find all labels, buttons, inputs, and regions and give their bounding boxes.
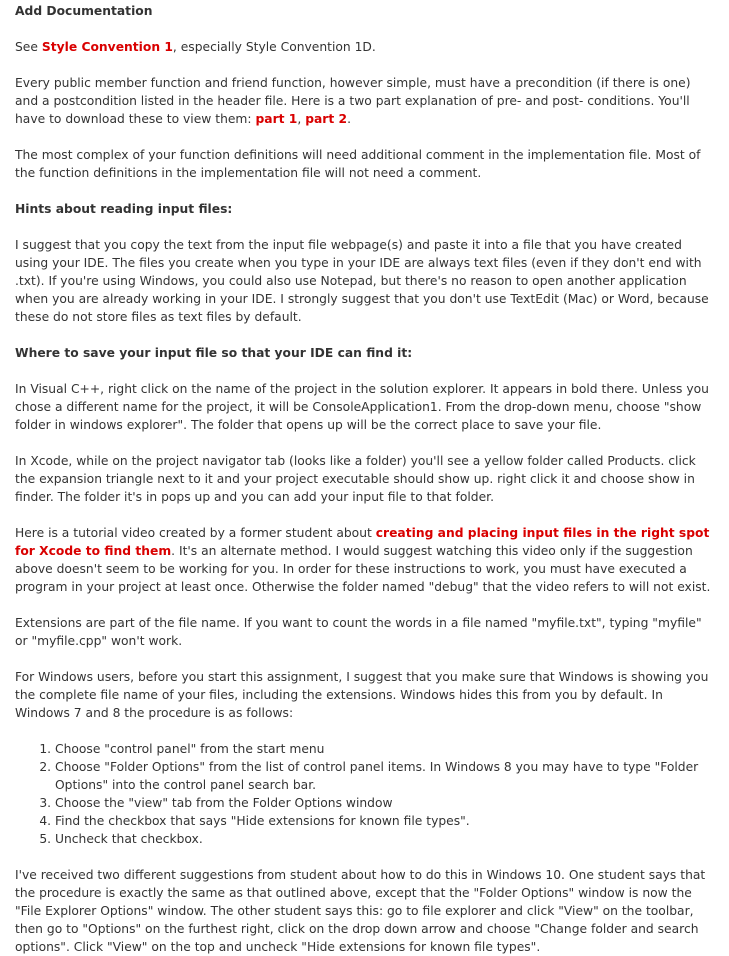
text-segment: . xyxy=(347,112,351,126)
paragraph-tutorial-video xyxy=(15,524,714,596)
paragraph-visual-cpp: In Visual C++, right click on the name of the project in the solution explorer. It appears in bold there. Unless you chose a different name for the project, it will be ConsoleApplication1. From the drop-down menu, choose "show folder in windows explorer". The folder that opens up will be the correct place to save your file. xyxy=(15,382,709,432)
paragraph-windows-users: For Windows users, before you start this assignment, I suggest that you make sure that Windows is showing you the complete file name of your files, including the extensions. Windows hides this from you by default. In Windows 7 and 8 the procedure is as follows: xyxy=(15,670,709,720)
list-item: 5. Uncheck that checkbox. xyxy=(55,830,714,848)
list-item: 4. Find the checkbox that says "Hide extensions for known file types". xyxy=(55,812,714,830)
paragraph-style-convention xyxy=(15,38,714,56)
windows-steps-list xyxy=(15,740,714,848)
paragraph-copy-text: I suggest that you copy the text from the input file webpage(s) and paste it into a file that you have created using your IDE. The files you create when you type in your IDE are always text files (even if they don't end with .txt). If you're using Windows, you could also use Notepad, but there's no reason to open another application when you are already working in your IDE. I strongly suggest that you don't use TextEdit (Mac) or Word, because these do not store files as text files by default. xyxy=(15,238,709,324)
paragraph-windows-10: I've received two different suggestions from student about how to do this in Windows 10. One student says that the procedure is exactly the same as that outlined above, except that the "Folder Options" window is now the "File Explorer Options" window. The other student says this: go to file explorer and click "View" on the toolbar, then go to "Options" on the furthest right, click on the drop down arrow and choose "Change folder and search options". Click "View" on the top and uncheck "Hide extensions for known file types". xyxy=(15,868,706,954)
text-segment: Here is a tutorial video created by a former student about xyxy=(15,526,376,540)
part-2-link[interactable]: part 2 xyxy=(305,112,348,126)
paragraph-xcode: In Xcode, while on the project navigator tab (looks like a folder) you'll see a yellow folder called Products. click the expansion triangle next to it and your project executable should show up. right click it and choose show in finder. The folder it's in pops up and you can add your input file to that folder. xyxy=(15,454,696,504)
list-item: 2. Choose "Folder Options" from the list of control panel items. In Windows 8 you may have to type "Folder Options" into the control panel search bar. xyxy=(55,758,714,794)
list-item: 3. Choose the "view" tab from the Folder Options window xyxy=(55,794,714,812)
heading-add-documentation: Add Documentation xyxy=(15,4,153,18)
paragraph-complex-definitions: The most complex of your function definitions will need additional comment in the implementation file. Most of the function definitions in the implementation file will not need a comment. xyxy=(15,148,701,180)
text-segment: Every public member function and friend function, however simple, must have a precondition (if there is one) and a postcondition listed in the header file. Here is a two part explanation of pre- and post- conditions. You'll have to download these to view them: xyxy=(15,76,691,126)
paragraph-extensions: Extensions are part of the file name. If you want to count the words in a file named "myfile.txt", typing "myfile" or "myfile.cpp" won't work. xyxy=(15,616,702,648)
text-segment: , especially Style Convention 1D. xyxy=(172,40,376,54)
text-segment: See xyxy=(15,40,42,54)
text-segment: , xyxy=(297,112,306,126)
text-segment: . It's an alternate method. I would suggest watching this video only if the suggestion above doesn't seem to be working for you. In order for these instructions to work, you must have executed a program in your project at least once. Otherwise the folder named "debug" that the video refers to will not exist. xyxy=(15,544,711,594)
document-content xyxy=(0,2,729,956)
list-item: 1. Choose "control panel" from the start menu xyxy=(55,740,714,758)
paragraph-pre-post-conditions xyxy=(15,74,714,128)
style-convention-link[interactable]: Style Convention 1 xyxy=(41,40,173,54)
heading-hints-reading-input: Hints about reading input files: xyxy=(15,202,233,216)
part-1-link[interactable]: part 1 xyxy=(255,112,298,126)
xcode-tutorial-link[interactable]: creating and placing input files in the right spot for Xcode to find them xyxy=(15,526,710,558)
heading-where-to-save: Where to save your input file so that your IDE can find it: xyxy=(15,346,413,360)
